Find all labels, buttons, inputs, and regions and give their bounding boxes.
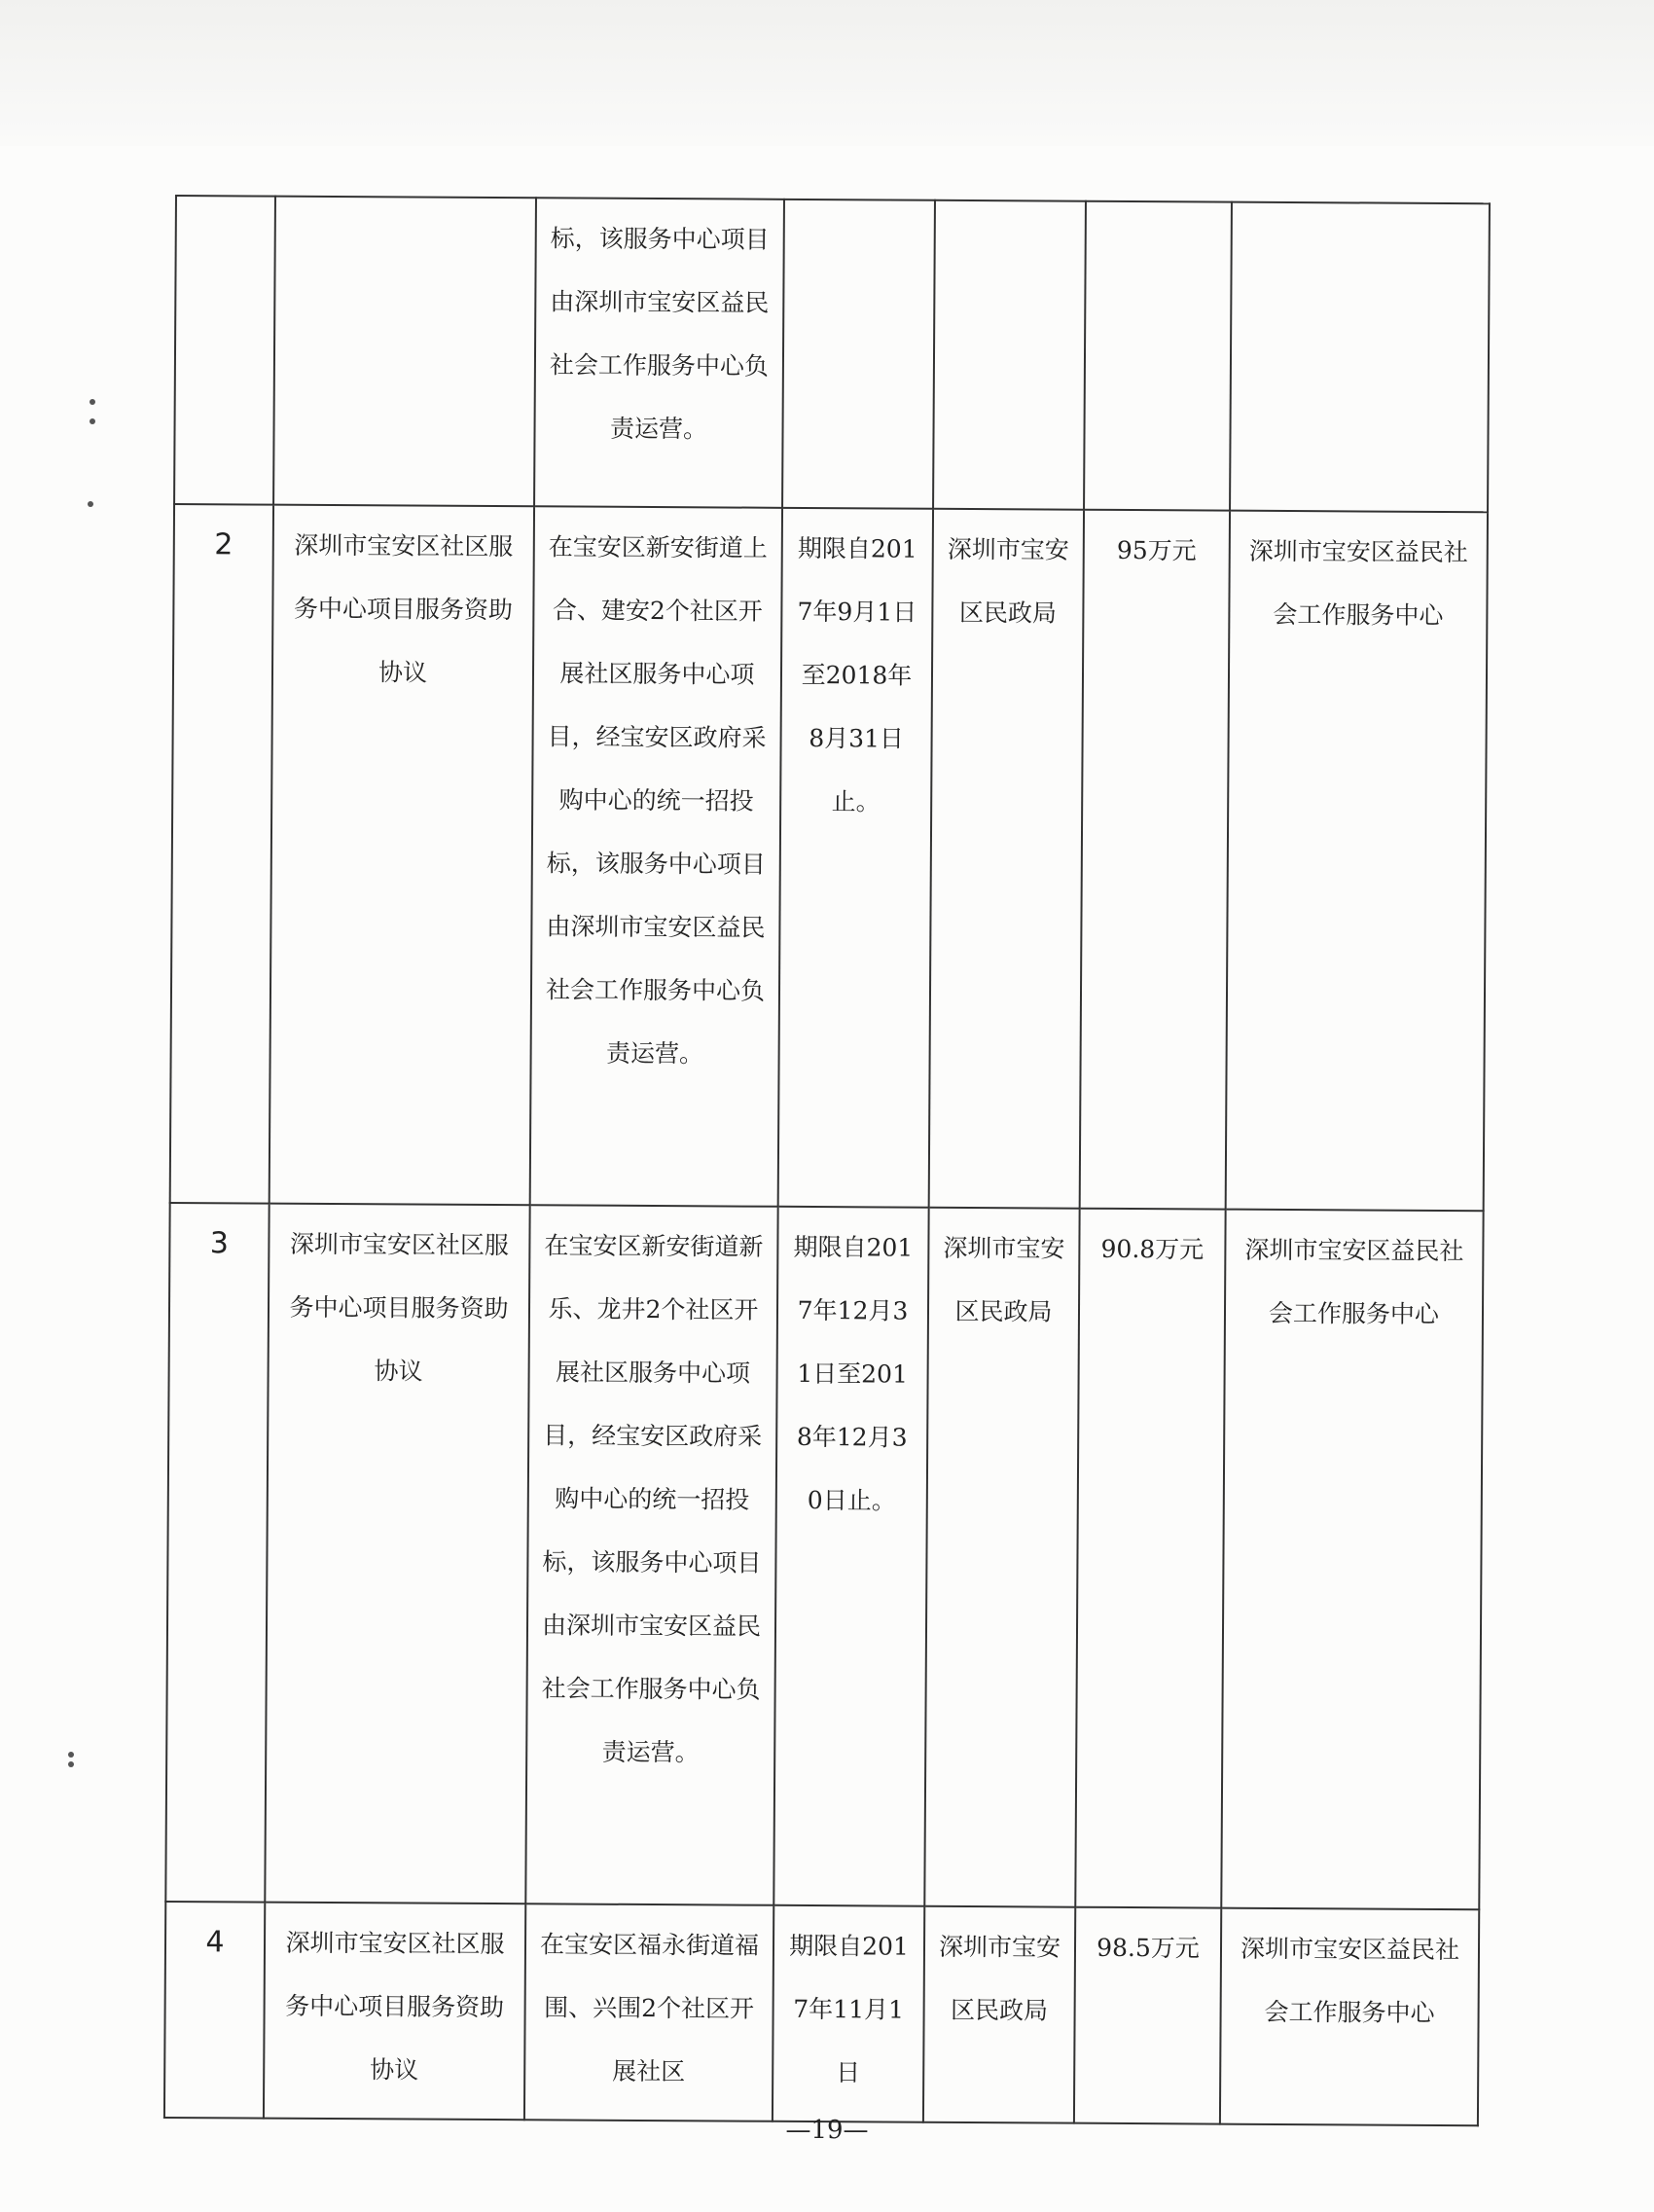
- cell-party: 深圳市宝安区民政局: [924, 1208, 1079, 1907]
- cell-name: [273, 197, 536, 507]
- cell-party: [933, 200, 1086, 510]
- cell-period: 期限自2017年12月31日至2018年12月30日止。: [773, 1207, 928, 1906]
- scan-speck: [68, 1761, 74, 1767]
- cell-description: 标，该服务中心项目由深圳市宝安区益民社会工作服务中心负责运营。: [534, 198, 784, 508]
- cell-no: [174, 196, 275, 505]
- cell-party: 深圳市宝安区民政局: [929, 509, 1084, 1209]
- cell-amount: 95万元: [1080, 510, 1230, 1210]
- cell-operator: 深圳市宝安区益民社会工作服务中心: [1226, 511, 1488, 1212]
- cell-amount: 98.5万元: [1074, 1907, 1221, 2124]
- cell-no: 2: [170, 504, 273, 1204]
- cell-period: 期限自2017年11月1日: [773, 1905, 924, 2122]
- cell-description: 在宝安区福永街道福围、兴围2个社区开展社区: [524, 1904, 773, 2121]
- table-row: [165, 1203, 1483, 1909]
- cell-name: 深圳市宝安区社区服务中心项目服务资助协议: [265, 1204, 529, 1904]
- table-row: [170, 504, 1488, 1211]
- cell-no: 3: [165, 1203, 269, 1903]
- cell-no: 4: [164, 1902, 265, 2119]
- scan-speck: [68, 1752, 74, 1758]
- table-row-continued: [174, 196, 1490, 512]
- cell-period: 期限自2017年9月1日至2018年8月31日止。: [778, 508, 933, 1208]
- cell-amount: [1084, 201, 1232, 511]
- table-row: [164, 1902, 1479, 2125]
- scan-speck: [88, 501, 93, 507]
- cell-amount: 90.8万元: [1075, 1209, 1225, 1908]
- cell-description: 在宝安区新安街道新乐、龙井2个社区开展社区服务中心项目，经宝安区政府采购中心的统一招投标，该服务中心项目由深圳市宝安区益民社会工作服务中心负责运营。: [525, 1205, 777, 1905]
- cell-name: 深圳市宝安区社区服务中心项目服务资助协议: [264, 1903, 525, 2121]
- scan-speck: [90, 418, 95, 424]
- page-number: —19—: [785, 2116, 869, 2145]
- cell-operator: 深圳市宝安区益民社会工作服务中心: [1221, 1210, 1483, 1910]
- cell-description: 在宝安区新安街道上合、建安2个社区开展社区服务中心项目，经宝安区政府采购中心的统一招投标，该服务中心项目由深圳市宝安区益民社会工作服务中心负责运营。: [530, 506, 782, 1207]
- scan-speck: [90, 399, 95, 405]
- agreement-table: [163, 195, 1491, 2126]
- cell-party: 深圳市宝安区民政局: [923, 1906, 1075, 2123]
- cell-operator: 深圳市宝安区益民社会工作服务中心: [1220, 1908, 1479, 2126]
- cell-period: [782, 199, 935, 509]
- cell-operator: [1230, 202, 1490, 513]
- cell-name: 深圳市宝安区社区服务中心项目服务资助协议: [270, 505, 534, 1206]
- scan-shadow: [0, 0, 1654, 146]
